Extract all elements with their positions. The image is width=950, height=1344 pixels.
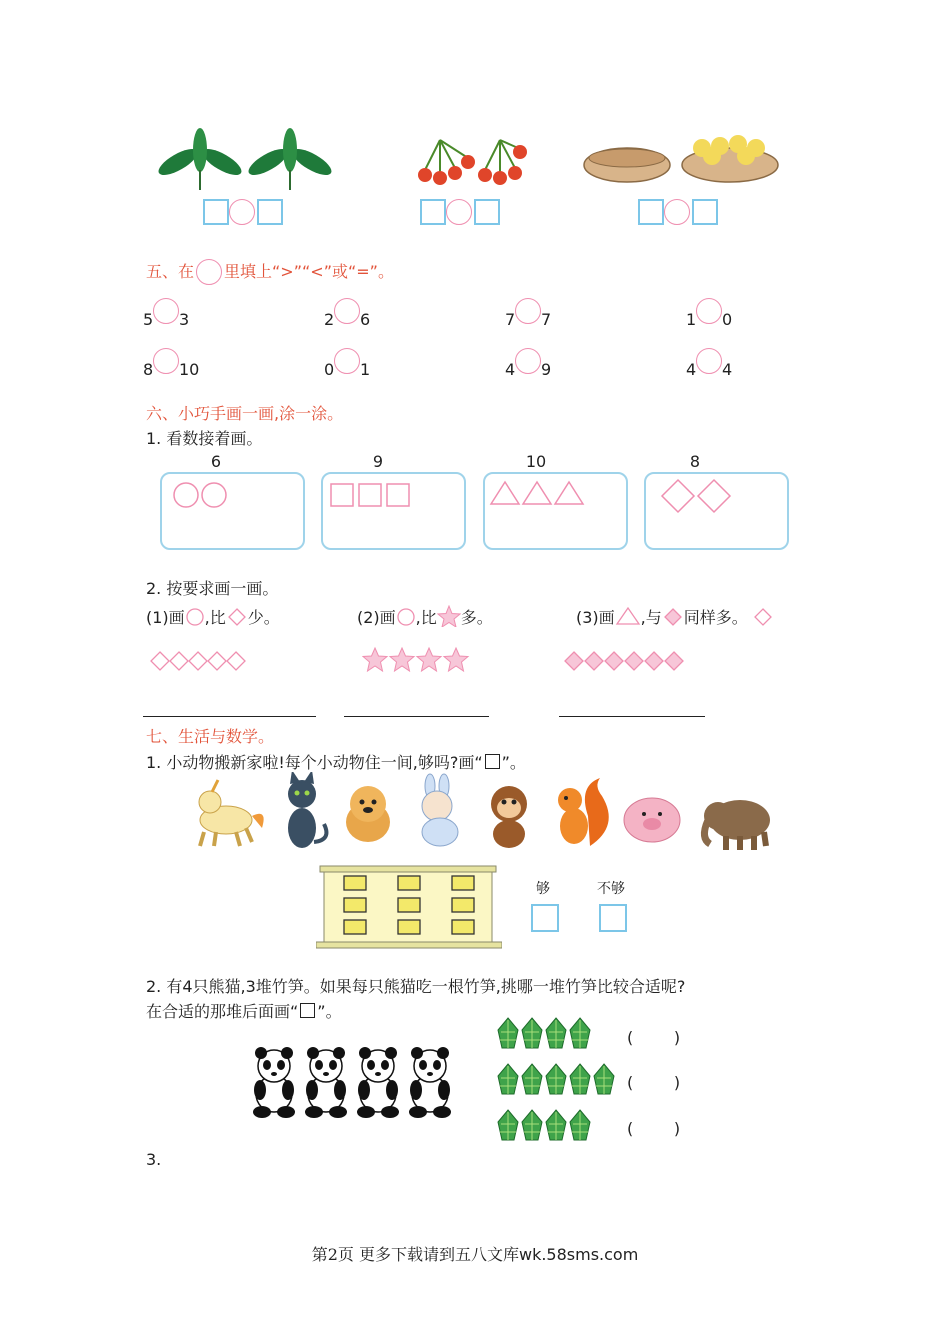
square-shape [387, 484, 409, 506]
compare-circle[interactable] [153, 348, 179, 374]
bamboo-icon [498, 1018, 518, 1048]
compare-circle[interactable] [229, 199, 255, 225]
diamond-row [150, 648, 260, 674]
unicorn-icon [199, 780, 264, 846]
panel-number: 6 [210, 452, 222, 471]
panel-number: 8 [689, 452, 701, 471]
section6-q1: 1. 看数接着画。 [146, 429, 263, 448]
sub3-text-c: 同样多。 [683, 608, 748, 627]
drawing-panel[interactable] [160, 472, 305, 550]
section7-q2-line1: 2. 有4只熊猫,3堆竹笋。如果每只熊猫吃一根竹笋,挑哪一堆竹笋比较合适呢? [146, 977, 686, 996]
elephant-icon [704, 800, 770, 850]
compare-left-number: 4 [505, 360, 516, 379]
sub2-text-a: (2)画 [357, 608, 396, 627]
triangle-symbol-icon [615, 606, 641, 626]
bamboo-icon [546, 1110, 566, 1140]
diamond-shape [625, 652, 643, 670]
diamond-shape [227, 652, 245, 670]
q1-text-a: 1. 小动物搬新家啦!每个小动物住一间,够吗?画“ [146, 753, 483, 772]
circle-symbol-icon [185, 608, 205, 626]
puppy-icon [346, 786, 390, 842]
cherry-group-icon [418, 140, 527, 185]
compare-circle[interactable] [515, 298, 541, 324]
panel-number: 9 [372, 452, 384, 471]
enough-label: 够 [536, 881, 550, 897]
pig-icon [624, 798, 680, 842]
bamboo-pile-1 [498, 1018, 590, 1048]
compare-right-number: 10 [179, 360, 200, 379]
sub-question-3 [576, 605, 774, 628]
drawing-panel[interactable] [483, 472, 628, 550]
bamboo-icon [546, 1018, 566, 1048]
section7-q3: 3. [146, 1150, 162, 1169]
compare-left-number: 0 [324, 360, 335, 379]
section6-heading: 六、小巧手画一画,涂一涂。 [146, 404, 344, 423]
section7-q2-line2 [146, 999, 342, 1022]
window-room [452, 876, 474, 890]
answer-line[interactable] [344, 716, 489, 717]
compare-right-number: 1 [360, 360, 371, 379]
circle-symbol-icon [396, 608, 416, 626]
compare-right-number: 4 [722, 360, 733, 379]
pandas-group [250, 1044, 455, 1120]
compare-circle[interactable] [664, 199, 690, 225]
triangle-shape [555, 482, 583, 504]
answer-box[interactable] [203, 199, 229, 225]
star-row [362, 646, 474, 674]
compare-right-number: 3 [179, 310, 190, 329]
diamond-shape [585, 652, 603, 670]
star-shape [417, 648, 441, 671]
section6-q2: 2. 按要求画一画。 [146, 579, 279, 598]
compare-left-number: 7 [505, 310, 516, 329]
window-room [344, 920, 366, 934]
compare-circle[interactable] [334, 348, 360, 374]
triangle-shape [523, 482, 551, 504]
star-shape [363, 648, 387, 671]
compare-right-number: 0 [722, 310, 733, 329]
diamond-shape [605, 652, 623, 670]
bamboo-icon [498, 1110, 518, 1140]
sub2-text-b: ,比 [415, 608, 437, 627]
section5-heading-suffix: 里填上“>”“<”或“=”。 [224, 262, 394, 281]
bamboo-piles [492, 1014, 617, 1146]
compare-circle[interactable] [696, 298, 722, 324]
animals-row [180, 772, 780, 854]
sub1-text-b: ,比 [204, 608, 226, 627]
compare-right-number: 9 [541, 360, 552, 379]
compare-right-number: 6 [360, 310, 371, 329]
diamond-shape [662, 480, 694, 512]
leaf-group-icon [155, 128, 335, 190]
bamboo-icon [594, 1064, 614, 1094]
answer-paren-1[interactable]: ( ) [627, 1028, 681, 1047]
window-room [398, 876, 420, 890]
panel-shapes [162, 474, 307, 552]
q1-text-b: ”。 [501, 753, 526, 772]
window-room [398, 898, 420, 912]
drawing-panel[interactable] [644, 472, 789, 550]
compare-circle[interactable] [696, 348, 722, 374]
circle-symbol-icon [196, 259, 222, 285]
diamond-shape [565, 652, 583, 670]
footer-site-link[interactable]: wk.58sms.com [518, 1245, 639, 1264]
sub3-text-b: ,与 [640, 608, 662, 627]
compare-circle[interactable] [446, 199, 472, 225]
compare-left-number: 5 [143, 310, 154, 329]
bunny-icon [422, 774, 458, 846]
diamond-shape [698, 480, 730, 512]
answer-paren-3[interactable]: ( ) [627, 1119, 681, 1138]
panel-shapes [485, 474, 630, 552]
not-enough-label: 不够 [597, 881, 625, 897]
circle-shape [202, 483, 226, 507]
square-shape [359, 484, 381, 506]
window-room [344, 898, 366, 912]
section7-q1 [146, 750, 526, 773]
compare-circle[interactable] [334, 298, 360, 324]
not-enough-checkbox[interactable] [599, 904, 627, 932]
sub-question-1 [146, 605, 280, 628]
bamboo-pile-3 [498, 1110, 590, 1140]
panda-icon [409, 1047, 451, 1118]
footer-text: 第2页 更多下载请到五八文库 [311, 1245, 519, 1264]
page-footer [0, 1242, 950, 1265]
compare-circle[interactable] [153, 298, 179, 324]
triangle-shape [491, 482, 519, 504]
cat-icon [288, 772, 326, 848]
sub3-text-a: (3)画 [576, 608, 615, 627]
bamboo-icon [522, 1110, 542, 1140]
square-symbol-icon [485, 754, 500, 769]
sub1-text-a: (1)画 [146, 608, 185, 627]
diamond-row-filled [563, 648, 693, 674]
q2-text-a: 在合适的那堆后面画“ [146, 1002, 299, 1021]
panel-shapes [646, 474, 791, 552]
bamboo-pile-2 [498, 1064, 614, 1094]
diamond-shape [189, 652, 207, 670]
diamond-symbol-icon [662, 607, 684, 627]
panda-icon [253, 1047, 295, 1118]
bamboo-icon [522, 1018, 542, 1048]
diamond-shape [151, 652, 169, 670]
answer-box[interactable] [638, 199, 664, 225]
answer-line[interactable] [559, 716, 705, 717]
diamond-symbol-icon [752, 607, 774, 627]
square-shape [331, 484, 353, 506]
answer-box[interactable] [474, 199, 500, 225]
section5-heading-prefix: 五、在 [146, 262, 195, 281]
circle-shape [174, 483, 198, 507]
diamond-symbol-icon [226, 607, 248, 627]
bamboo-icon [570, 1064, 590, 1094]
bamboo-icon [546, 1064, 566, 1094]
answer-box[interactable] [692, 199, 718, 225]
diamond-shape [645, 652, 663, 670]
apartment-building [316, 864, 502, 950]
compare-right-number: 7 [541, 310, 552, 329]
window-room [398, 920, 420, 934]
nest-group-icon [584, 135, 778, 182]
compare-left-number: 1 [686, 310, 697, 329]
window-room [344, 876, 366, 890]
compare-circle[interactable] [515, 348, 541, 374]
panel-shapes [323, 474, 468, 552]
bamboo-icon [570, 1110, 590, 1140]
bamboo-icon [570, 1018, 590, 1048]
diamond-shape [208, 652, 226, 670]
answer-box[interactable] [420, 199, 446, 225]
sub-question-2 [357, 605, 493, 628]
diamond-shape [665, 652, 683, 670]
answer-box[interactable] [257, 199, 283, 225]
monkey-icon [491, 786, 527, 848]
star-shape [444, 648, 468, 671]
compare-left-number: 2 [324, 310, 335, 329]
square-symbol-icon [300, 1003, 315, 1018]
window-room [452, 898, 474, 912]
bamboo-icon [498, 1064, 518, 1094]
answer-line[interactable] [143, 716, 316, 717]
diamond-shape [170, 652, 188, 670]
sub1-text-c: 少。 [247, 608, 280, 627]
panel-number: 10 [525, 452, 547, 471]
squirrel-icon [558, 778, 609, 846]
compare-left-number: 4 [686, 360, 697, 379]
q2-text-b: ”。 [317, 1002, 342, 1021]
section7-heading: 七、生活与数学。 [146, 727, 275, 746]
panda-icon [357, 1047, 399, 1118]
panda-icon [305, 1047, 347, 1118]
section5-heading [146, 259, 394, 285]
star-symbol-icon [437, 605, 461, 627]
star-shape [390, 648, 414, 671]
enough-checkbox[interactable] [531, 904, 559, 932]
compare-left-number: 8 [143, 360, 154, 379]
answer-paren-2[interactable]: ( ) [627, 1073, 681, 1092]
sub2-text-c: 多。 [460, 608, 493, 627]
drawing-panel[interactable] [321, 472, 466, 550]
bamboo-icon [522, 1064, 542, 1094]
window-room [452, 920, 474, 934]
